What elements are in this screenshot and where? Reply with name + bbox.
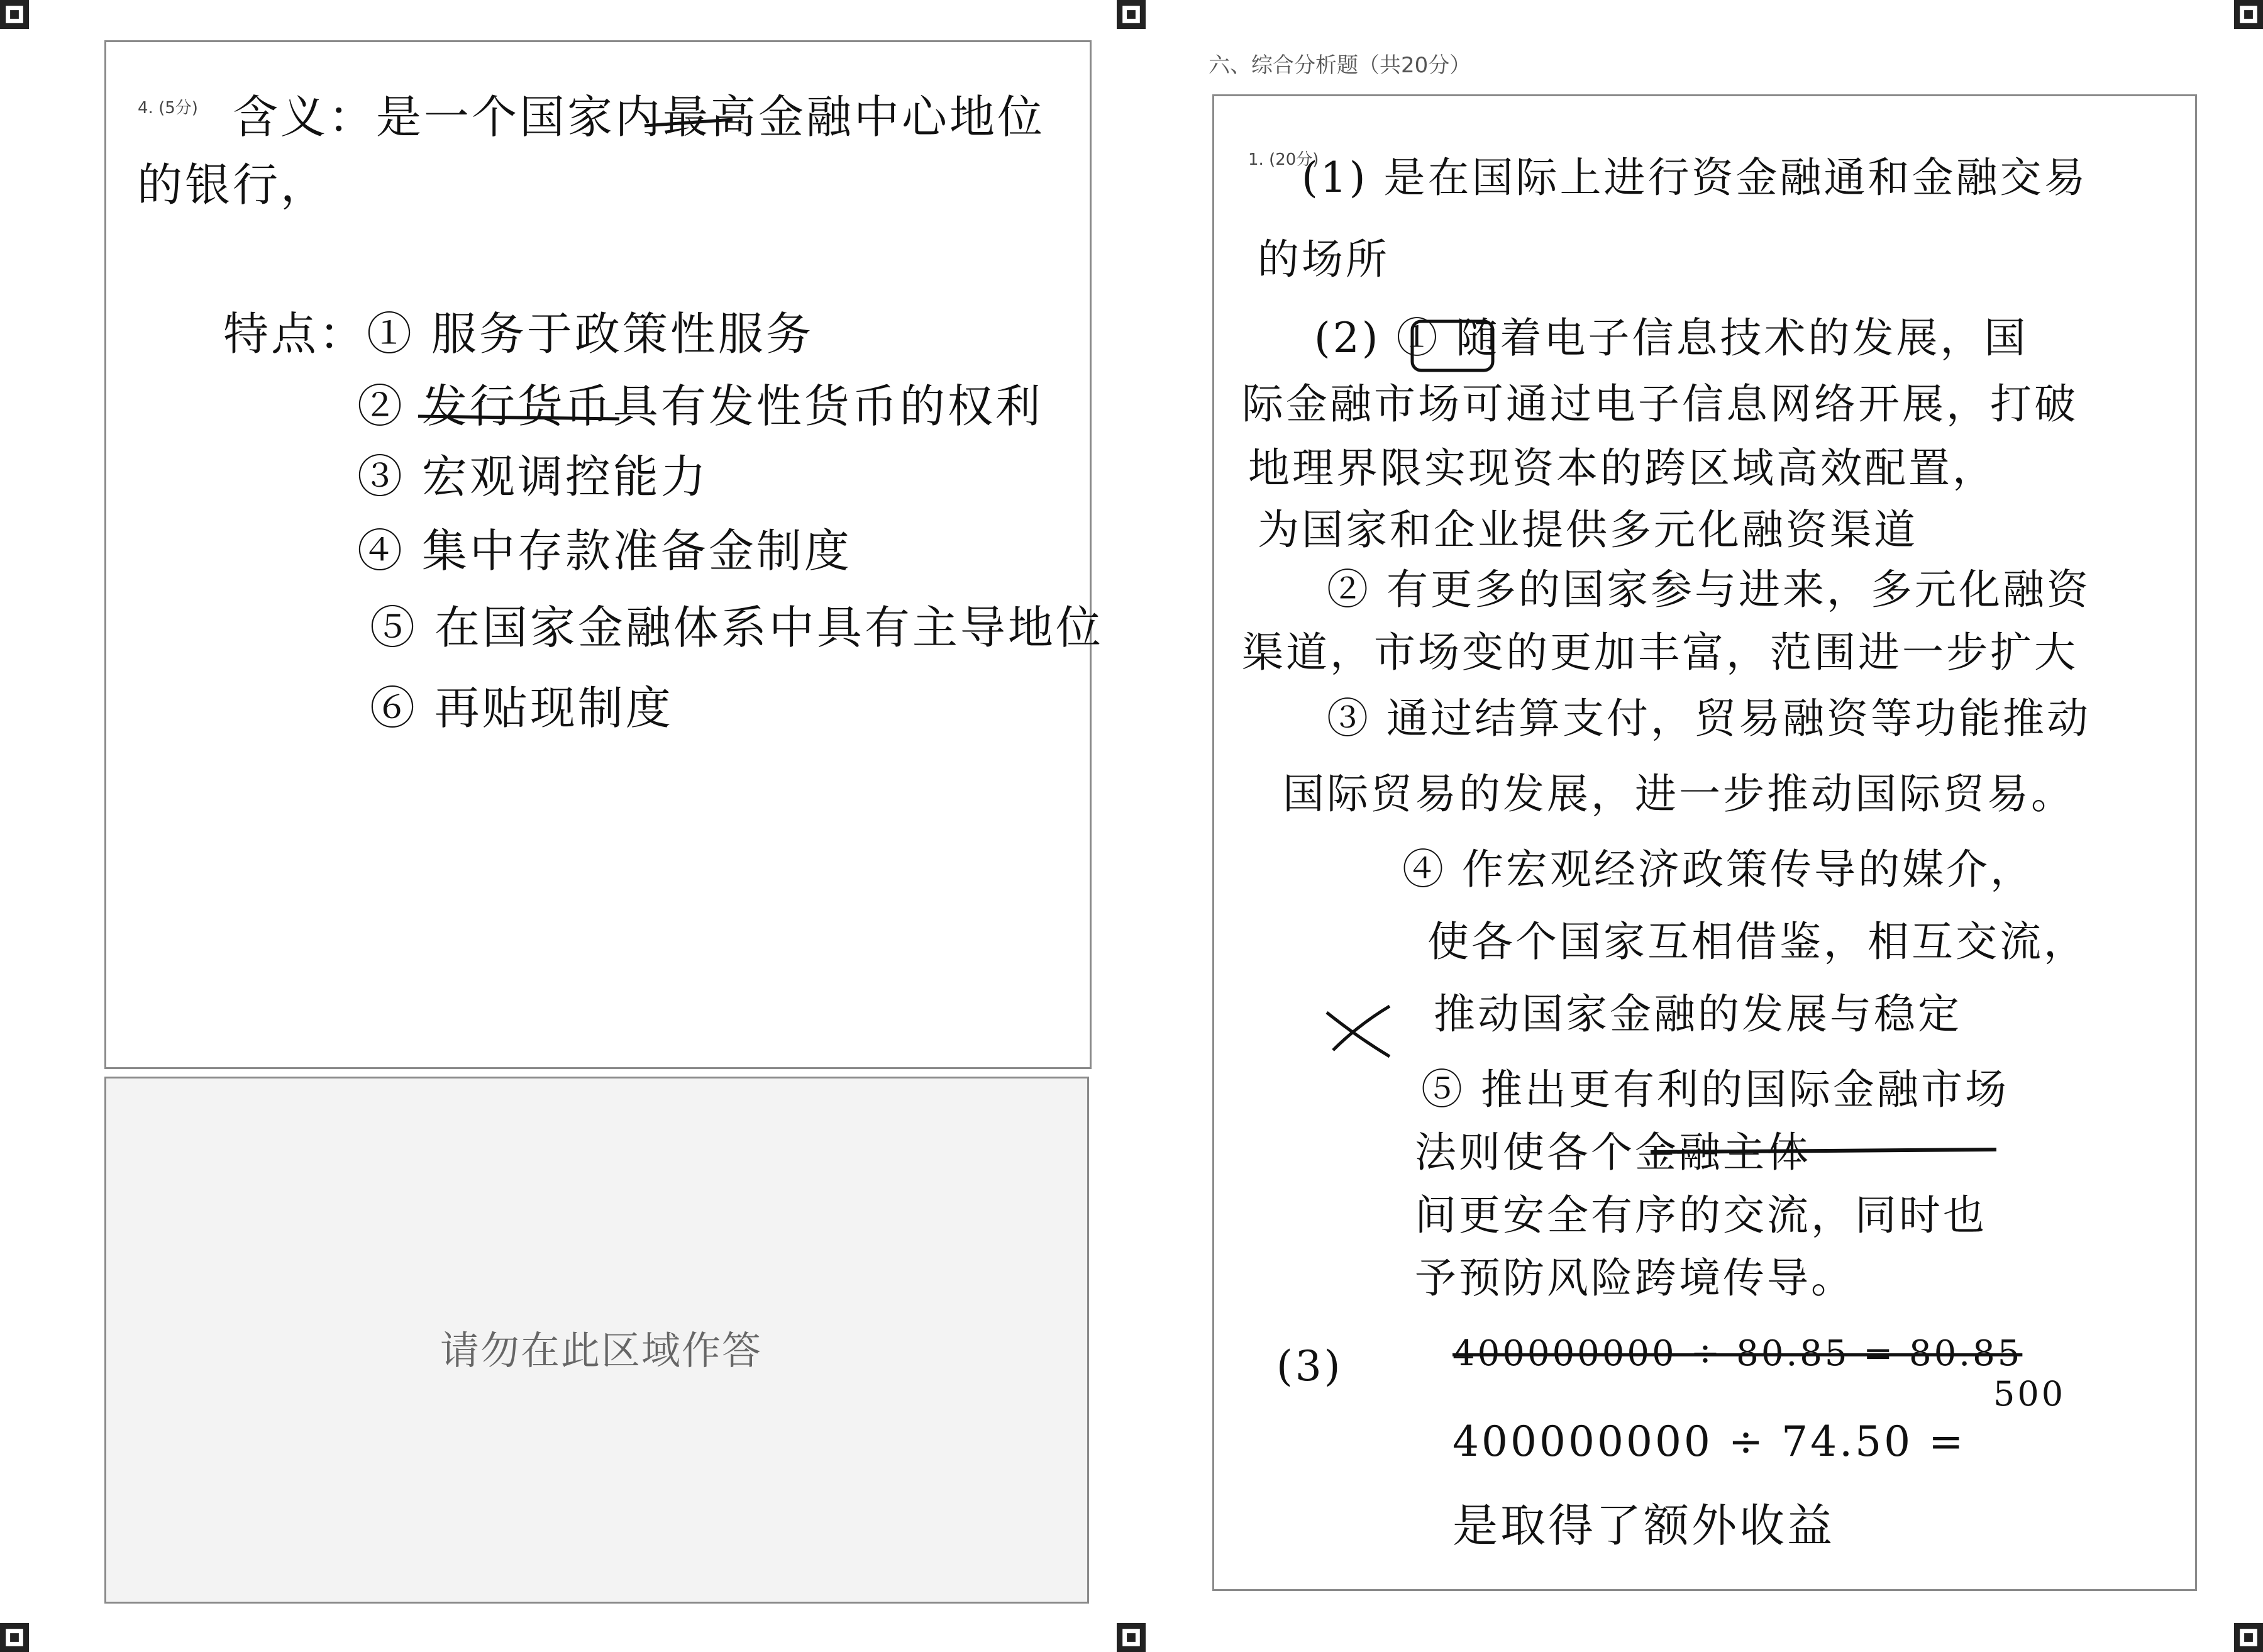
strikethrough-scribble-icon	[415, 396, 622, 434]
answer-line: ⑤ 推出更有利的国际金融市场	[1421, 1065, 2009, 1114]
answer-line: 推动国家金融的发展与稳定	[1434, 990, 1962, 1038]
answer-line: ④ 集中存款准备金制度	[357, 524, 852, 577]
answer-line: 渠道，市场变的更加丰富，范围进一步扩大	[1242, 628, 2078, 677]
answer-line: 的场所	[1258, 235, 1390, 284]
answer-line: 间更安全有序的交流，同时也	[1415, 1191, 1987, 1239]
section-title: 六、综合分析题（共20分）	[1209, 53, 1471, 78]
answer-line: ⑤ 在国家金融体系中具有主导地位	[370, 601, 1104, 654]
answer-line: ④ 作宏观经济政策传导的媒介，	[1402, 845, 2034, 894]
answer-line: 使各个国家互相借鉴，相互交流，	[1427, 917, 2088, 966]
answer-line: ③ 通过结算支付，贸易融资等功能推动	[1327, 694, 2091, 743]
answer-line: ② 有更多的国家参与进来，多元化融资	[1327, 565, 2091, 614]
question-label: 4. (5分)	[138, 99, 198, 118]
answer-line: 国际贸易的发展，进一步推动国际贸易。	[1283, 770, 2075, 818]
answer-line: 是取得了额外收益	[1452, 1499, 1835, 1552]
fiducial-marker-top-right-icon	[2234, 0, 2263, 29]
answer-line: 地理界限实现资本的跨区域高效配置，	[1248, 444, 1996, 492]
answer-line: 400000000 ÷ 74.50 =	[1452, 1417, 1966, 1466]
circled-correction-icon	[1408, 318, 1497, 374]
answer-line: (1) 是在国际上进行资金融通和金融交易	[1302, 153, 2088, 202]
answer-line: 为国家和企业提供多元化融资渠道	[1258, 506, 1918, 554]
fiducial-marker-bottom-center-icon	[1117, 1623, 1146, 1652]
answer-line: ② 发行货币具有发性货币的权利	[357, 380, 1043, 433]
answer-line: (3)	[1276, 1342, 1343, 1390]
answer-line: (2) ① 随着电子信息技术的发展，国	[1314, 314, 2028, 362]
question-label: 1. (20分)	[1248, 150, 1319, 169]
answer-line: 法则使各个金融主体	[1415, 1128, 1811, 1177]
answer-line: 的银行，	[137, 158, 329, 211]
fiducial-marker-bottom-left-icon	[0, 1623, 29, 1652]
fiducial-marker-top-left-icon	[0, 0, 29, 29]
strikethrough-scribble-icon	[1647, 1132, 2000, 1170]
answer-line: 特点：① 服务于政策性服务	[223, 308, 814, 360]
no-answer-text: 请勿在此区域作答	[440, 1328, 763, 1373]
answer-line: ③ 宏观调控能力	[357, 450, 709, 503]
struck-calculation: 400000000 ÷ 80.85 = 80.85	[1452, 1333, 2023, 1374]
fiducial-marker-bottom-right-icon	[2234, 1623, 2263, 1652]
answer-line: 予预防风险跨境传导。	[1415, 1254, 1855, 1302]
answer-line: ⑥ 再贴现制度	[370, 682, 673, 735]
answer-line: 际金融市场可通过电子信息网络开展，打破	[1242, 380, 2078, 428]
struck-denominator: 500	[1993, 1374, 2066, 1414]
answer-line: 含义：是一个国家内最高金融中心地位	[233, 91, 1046, 143]
fiducial-marker-top-center-icon	[1117, 0, 1146, 29]
cross-out-scribble-icon	[1320, 1000, 1396, 1063]
strikethrough-scribble-icon	[641, 101, 736, 145]
